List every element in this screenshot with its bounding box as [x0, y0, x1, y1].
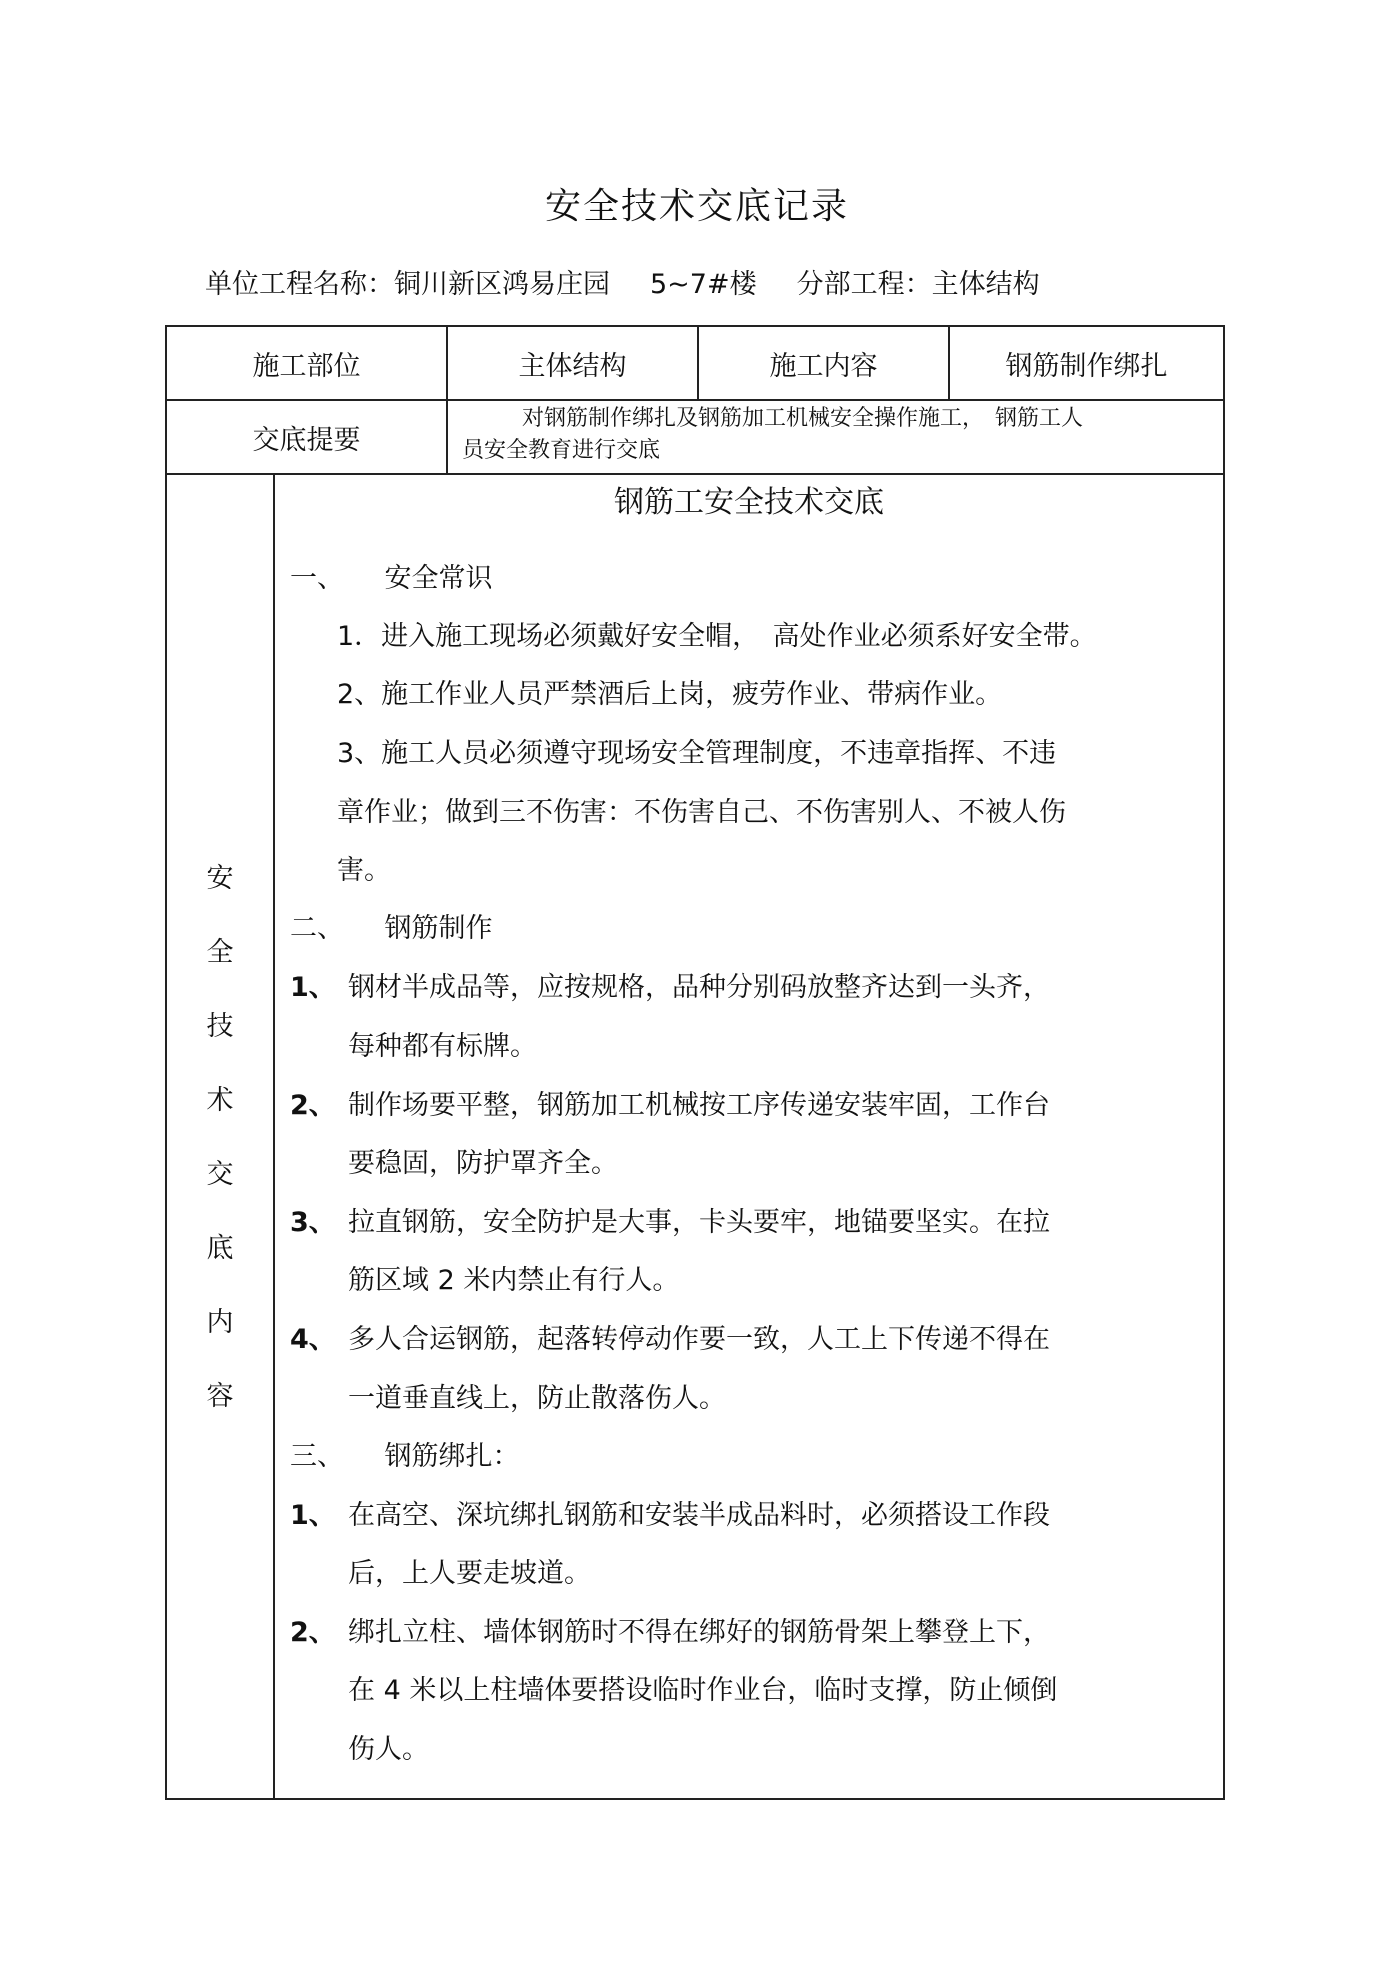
- label-char: 全: [206, 936, 234, 968]
- section-heading: 二、 钢筋制作: [290, 913, 493, 944]
- content-line: 筋区域 2 米内禁止有行人。: [348, 1265, 680, 1296]
- item-text: 在高空、深坑绑扎钢筋和安装半成品料时，必须搭设工作段: [348, 1500, 1050, 1531]
- content-line: [290, 970, 1050, 1006]
- content-vertical-label: [167, 475, 273, 1800]
- content-line: 害。: [337, 855, 391, 886]
- building-number: 5~7#楼: [650, 269, 757, 300]
- summary-line: 员安全教育进行交底: [462, 438, 661, 463]
- content-line: [290, 1322, 1050, 1358]
- construction-location-label: 施工部位: [252, 350, 361, 382]
- content-line: 后，上人要走坡道。: [348, 1558, 591, 1589]
- item-number: 4、: [290, 1324, 336, 1355]
- section-heading: 三、 钢筋绑扎：: [290, 1441, 520, 1472]
- section-heading: 一、 安全常识: [290, 563, 493, 594]
- item-number: 3、: [290, 1207, 336, 1238]
- content-line: [290, 1205, 1050, 1241]
- item-text: 拉直钢筋，安全防护是大事，卡头要牢，地锚要坚实。在拉: [348, 1207, 1050, 1238]
- content-line: 2、施工作业人员严禁酒后上岗，疲劳作业、带病作业。: [337, 679, 1003, 710]
- unit-project-name: 单位工程名称：铜川新区鸿易庄园: [205, 269, 610, 300]
- sub-project-name: 分部工程：主体结构: [796, 269, 1040, 300]
- content-line: 1．进入施工现场必须戴好安全帽， 高处作业必须系好安全带。: [337, 621, 1097, 652]
- content-title: 钢筋工安全技术交底: [614, 485, 884, 520]
- label-char: 安: [206, 862, 234, 894]
- item-text: 多人合运钢筋，起落转停动作要一致，人工上下传递不得在: [348, 1324, 1050, 1355]
- construction-location-value: 主体结构: [518, 350, 627, 382]
- content-line: 要稳固，防护罩齐全。: [348, 1148, 618, 1179]
- content-line: 3、施工人员必须遵守现场安全管理制度，不违章指挥、不违: [337, 738, 1057, 769]
- content-line: [290, 1615, 1050, 1651]
- content-body: [275, 475, 1223, 1800]
- item-number: 1、: [290, 1500, 336, 1531]
- content-line: [290, 1088, 1050, 1124]
- label-char: 容: [206, 1380, 234, 1412]
- item-text: 绑扎立柱、墙体钢筋时不得在绑好的钢筋骨架上攀登上下，: [348, 1617, 1050, 1648]
- label-char: 底: [206, 1232, 234, 1264]
- content-line: [290, 1498, 1050, 1534]
- content-line: 一道垂直线上，防止散落伤人。: [348, 1383, 726, 1414]
- disclosure-table: [165, 325, 1225, 1800]
- project-info: [205, 262, 1080, 301]
- label-char: 交: [206, 1158, 234, 1190]
- content-line: 章作业；做到三不伤害：不伤害自己、不伤害别人、不被人伤: [337, 797, 1066, 828]
- summary-text: [462, 403, 1217, 467]
- document-title: 安全技术交底记录: [544, 186, 849, 227]
- item-text: 制作场要平整，钢筋加工机械按工序传递安装牢固，工作台: [348, 1090, 1050, 1121]
- summary-line: 对钢筋制作绑扎及钢筋加工机械安全操作施工， 钢筋工人: [522, 406, 1084, 431]
- content-line: 伤人。: [348, 1734, 429, 1765]
- content-row: [167, 475, 1223, 1800]
- label-char: 技: [206, 1010, 234, 1042]
- construction-content-value: 钢筋制作绑扎: [1005, 350, 1168, 382]
- label-char: 术: [206, 1084, 234, 1116]
- content-line: 每种都有标牌。: [348, 1031, 537, 1062]
- item-number: 2、: [290, 1090, 336, 1121]
- content-line: 在 4 米以上柱墙体要搭设临时作业台，临时支撑，防止倾倒: [348, 1675, 1058, 1706]
- item-text: 钢材半成品等，应按规格，品种分别码放整齐达到一头齐，: [348, 972, 1050, 1003]
- summary-label: 交底提要: [252, 424, 361, 456]
- label-char: 内: [206, 1306, 234, 1338]
- item-number: 2、: [290, 1617, 336, 1648]
- construction-content-label: 施工内容: [769, 350, 878, 382]
- item-number: 1、: [290, 972, 336, 1003]
